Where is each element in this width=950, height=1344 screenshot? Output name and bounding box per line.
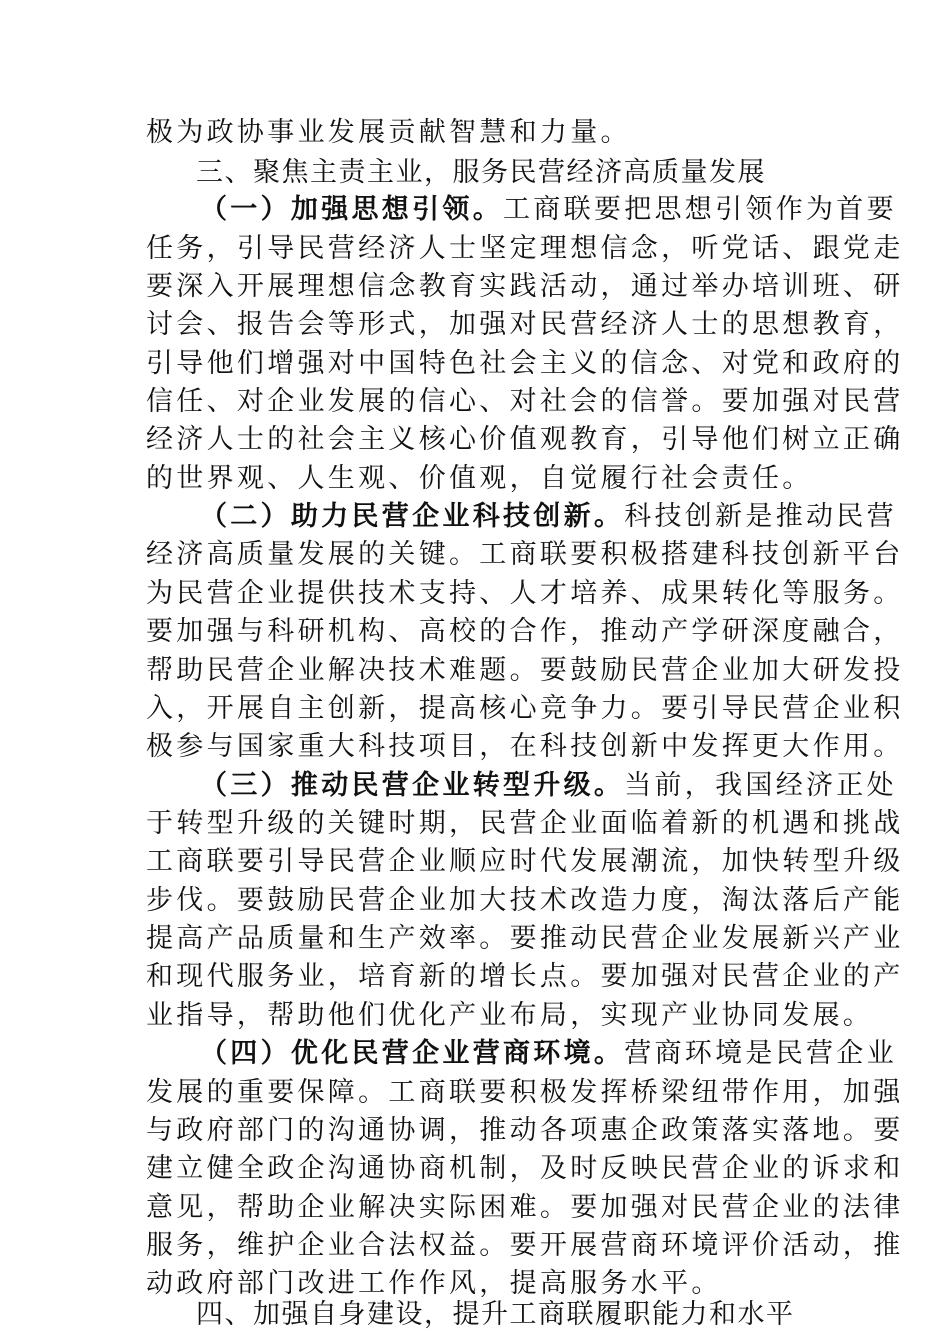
paragraph-line: 帮助民营企业解决技术难题。要鼓励民营企业加大研发投 [146, 655, 904, 686]
paragraph-line: 业指导，帮助他们优化产业布局，实现产业协同发展。 [146, 1000, 874, 1031]
paragraph-line: 要加强与科研机构、高校的合作，推动产学研深度融合， [146, 616, 904, 647]
paragraph-text: 当前，我国经济正处 [624, 770, 897, 801]
paragraph-line: 提高产品质量和生产效率。要推动民营企业发展新兴产业 [146, 923, 904, 954]
paragraph-line: 建立健全政企沟通协商机制，及时反映民营企业的诉求和 [146, 1153, 904, 1184]
paragraph-line: 和现代服务业，培育新的增长点。要加强对民营企业的产 [146, 961, 904, 992]
paragraph-line: 于转型升级的关键时期，民营企业面临着新的机遇和挑战 [146, 808, 904, 839]
paragraph-line: 与政府部门的沟通协调，推动各项惠企政策落实落地。要 [146, 1115, 904, 1146]
paragraph-line: 入，开展自主创新，提高核心竞争力。要引导民营企业积 [146, 693, 904, 724]
paragraph-line: 经济高质量发展的关键。工商联要积极搭建科技创新平台 [146, 539, 904, 570]
paragraph-line: 极参与国家重大科技项目，在科技创新中发挥更大作用。 [146, 731, 904, 762]
paragraph-line [200, 767, 897, 805]
section-heading-4: 四、加强自身建设，提升工商联履职能力和水平 [196, 1299, 795, 1330]
paragraph-text: 科技创新是推动民营 [624, 501, 897, 532]
subheading-2: （二）助力民营企业科技创新。 [200, 501, 625, 532]
paragraph-line: 为民营企业提供技术支持、人才培养、成果转化等服务。 [146, 578, 904, 609]
section-heading-3: 三、聚焦主责主业，服务民营经济高质量发展 [196, 157, 766, 188]
paragraph-line: 工商联要引导民营企业顺应时代发展潮流，加快转型升级 [146, 846, 904, 877]
paragraph-line: 极为政协事业发展贡献智慧和力量。 [146, 117, 631, 148]
paragraph-line [200, 498, 897, 536]
paragraph-line: 的世界观、人生观、价值观，自觉履行社会责任。 [146, 463, 813, 494]
paragraph-text: 工商联要把思想引领作为首要 [503, 194, 897, 225]
paragraph-line: 信任、对企业发展的信心、对社会的信誉。要加强对民营 [146, 386, 904, 417]
paragraph-text: 营商环境是民营企业 [624, 1038, 897, 1069]
paragraph-line: 引导他们增强对中国特色社会主义的信念、对党和政府的 [146, 348, 904, 379]
paragraph-line: 服务，维护企业合法权益。要开展营商环境评价活动，推 [146, 1230, 904, 1261]
paragraph-line: 步伐。要鼓励民营企业加大技术改造力度，淘汰落后产能 [146, 885, 904, 916]
paragraph-line: 发展的重要保障。工商联要积极发挥桥梁纽带作用，加强 [146, 1077, 904, 1108]
subheading-3: （三）推动民营企业转型升级。 [200, 770, 625, 801]
paragraph-line: 动政府部门改进工作作风，提高服务水平。 [146, 1268, 722, 1299]
paragraph-line [200, 1035, 897, 1073]
paragraph-line: 要深入开展理想信念教育实践活动，通过举办培训班、研 [146, 271, 904, 302]
subheading-1: （一）加强思想引领。 [200, 194, 503, 225]
paragraph-line: 讨会、报告会等形式，加强对民营经济人士的思想教育， [146, 309, 904, 340]
paragraph-line [200, 191, 897, 229]
subheading-4: （四）优化民营企业营商环境。 [200, 1038, 625, 1069]
paragraph-line: 经济人士的社会主义核心价值观教育，引导他们树立正确 [146, 424, 904, 455]
paragraph-line: 意见，帮助企业解决实际困难。要加强对民营企业的法律 [146, 1192, 904, 1223]
paragraph-line: 任务，引导民营经济人士坚定理想信念，听党话、跟党走 [146, 233, 904, 264]
